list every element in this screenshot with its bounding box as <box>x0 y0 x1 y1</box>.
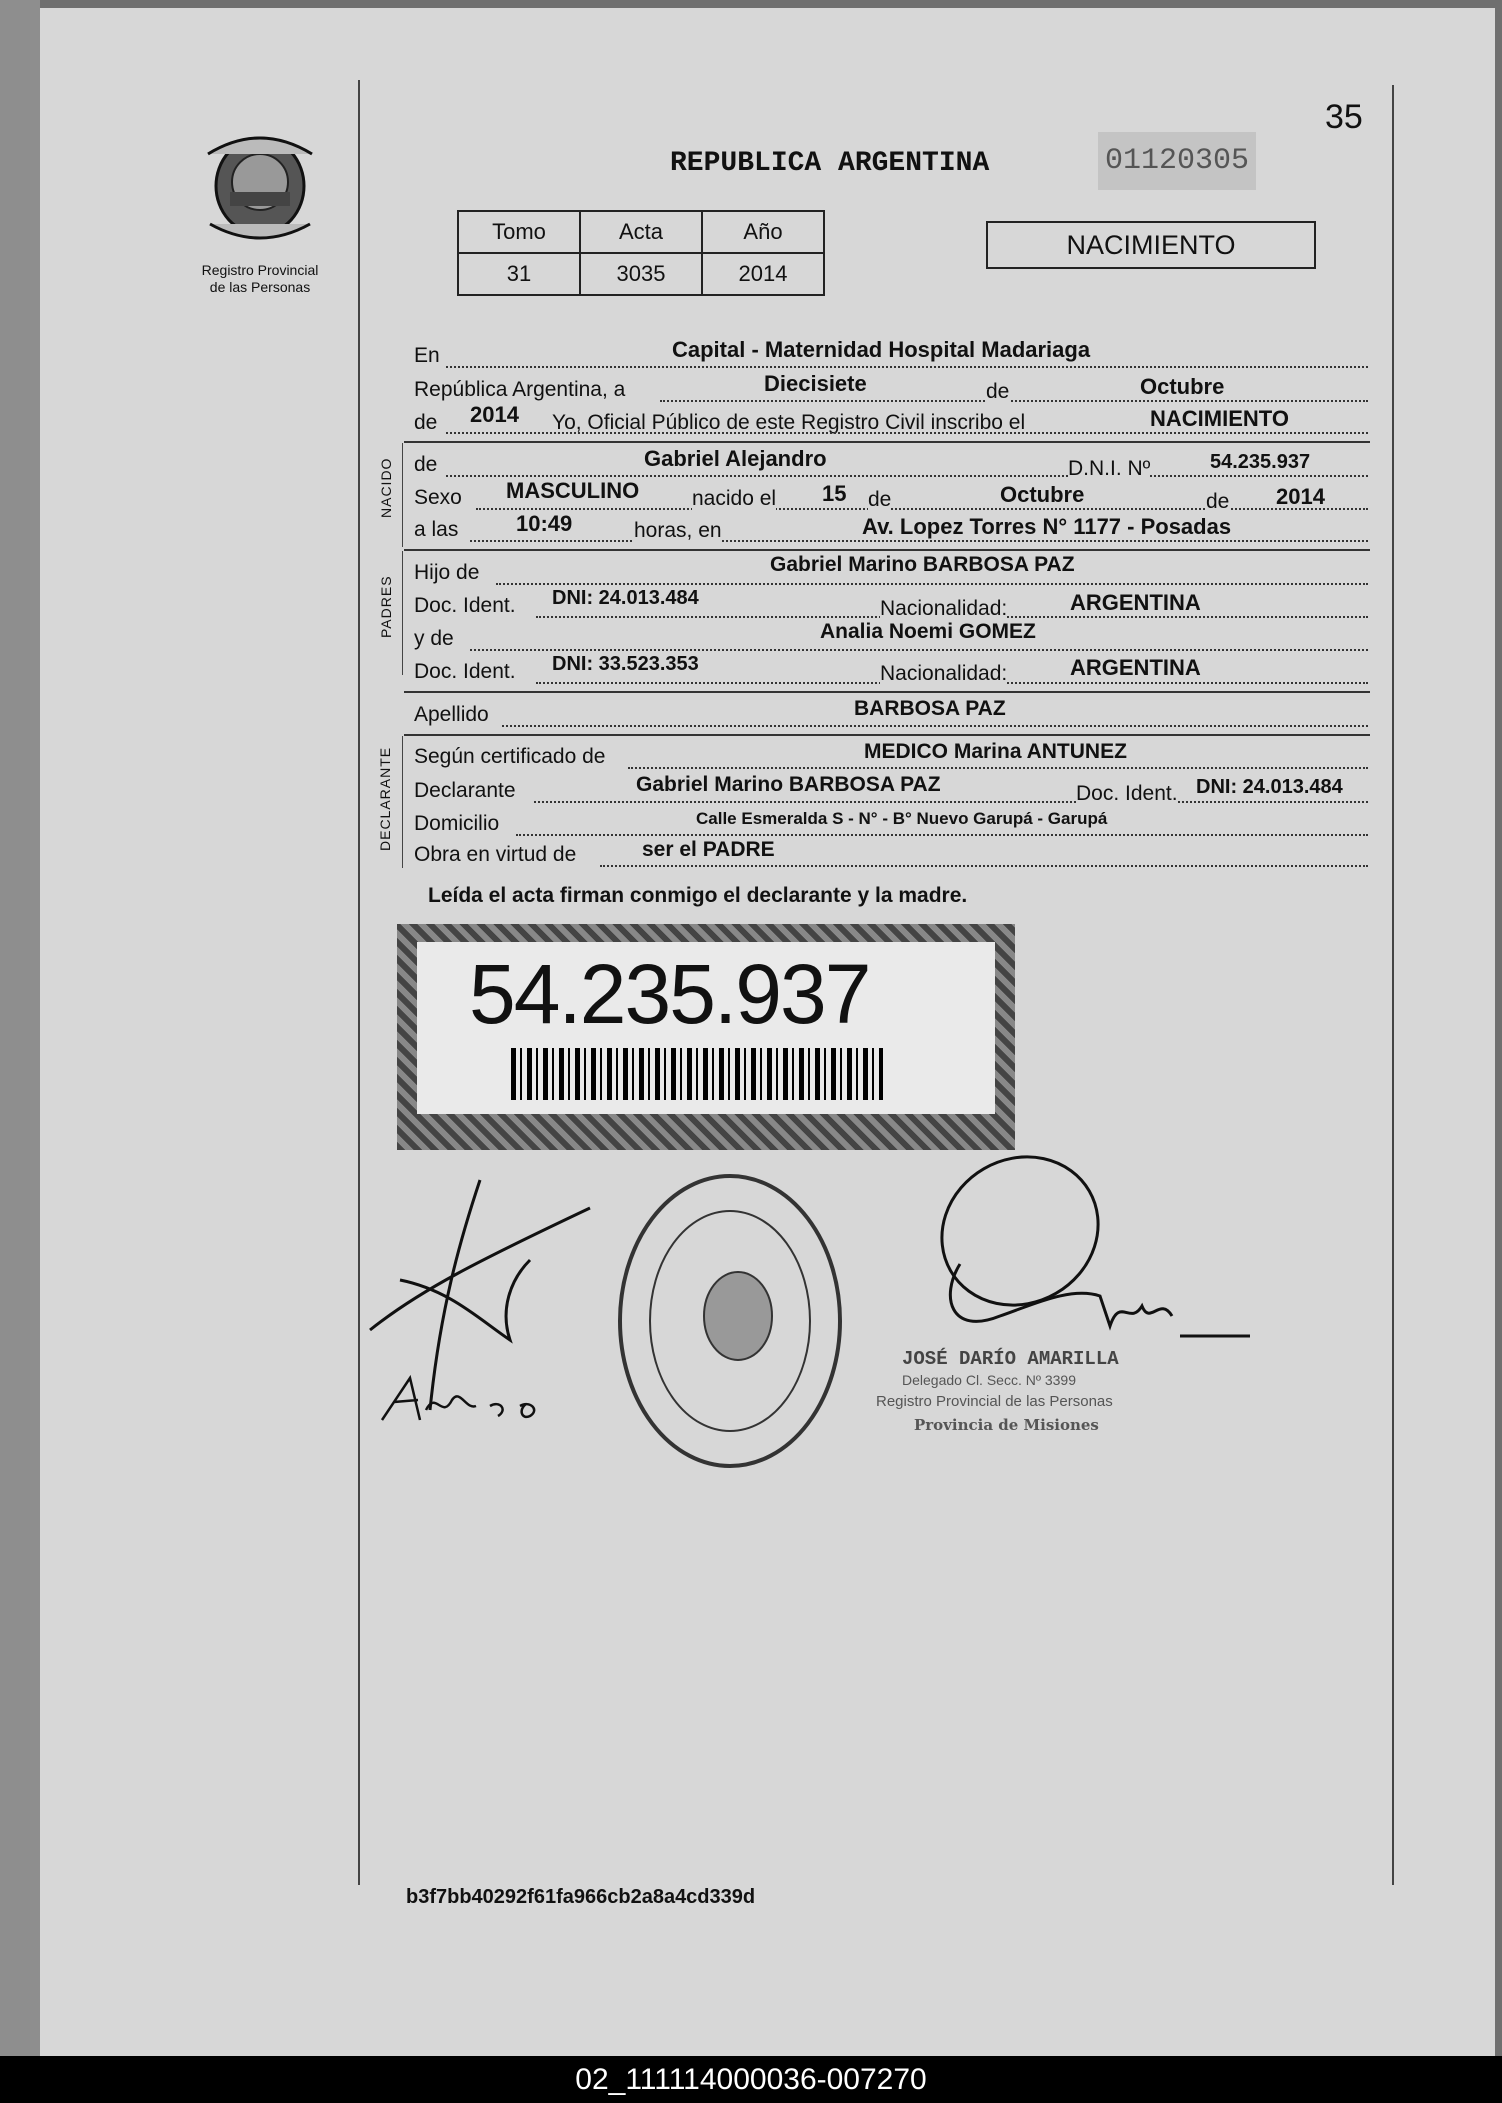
sexo-label: Sexo <box>414 486 462 509</box>
padres-section: PADRES <box>378 575 394 638</box>
closing-statement: Leída el acta firman conmigo el declarante y la madre. <box>428 884 968 907</box>
dni-label: D.N.I. Nº <box>1068 457 1151 480</box>
mother-signature <box>380 1370 560 1430</box>
section-line <box>402 736 403 868</box>
dots <box>534 801 1368 803</box>
de-label: de <box>414 453 438 476</box>
apellido-value: BARBOSA PAZ <box>854 697 1006 720</box>
official-registry: Registro Provincial de las Personas <box>876 1393 1113 1410</box>
dom-value: Calle Esmeralda S - N° - B° Nuevo Garupá - Garupá <box>696 809 1108 828</box>
id-label-frame <box>397 924 1015 1150</box>
yo-label: Yo, Oficial Público de este Registro Civil inscribo el <box>552 411 1026 434</box>
official-signature <box>880 1136 1260 1376</box>
sexo-value: MASCULINO <box>506 478 640 503</box>
doc-label: Doc. Ident. <box>414 594 516 617</box>
en-value: Capital - Maternidad Hospital Madariaga <box>672 337 1091 362</box>
dom-label: Domicilio <box>414 812 500 835</box>
month-word: Octubre <box>1140 374 1225 399</box>
dots <box>516 834 1368 836</box>
yde-label: y de <box>414 627 454 650</box>
dots <box>446 475 1368 477</box>
child-name: Gabriel Alejandro <box>644 446 827 471</box>
child-dni: 54.235.937 <box>1210 451 1311 473</box>
dots <box>446 432 1368 434</box>
id-label-inner <box>417 942 995 1114</box>
hijo-label: Hijo de <box>414 561 480 584</box>
barcode <box>511 1048 883 1100</box>
divider <box>404 691 1370 693</box>
father-name: Gabriel Marino BARBOSA PAZ <box>770 553 1075 576</box>
section-line <box>402 551 403 675</box>
official-name: JOSÉ DARÍO AMARILLA <box>902 1348 1119 1370</box>
decl-doc: DNI: 24.013.484 <box>1196 776 1343 798</box>
dots <box>628 767 1368 769</box>
official-province: Provincia de Misiones <box>914 1416 1099 1434</box>
rep-label: República Argentina, a <box>414 378 626 401</box>
de-label: de <box>868 488 892 511</box>
obra-label: Obra en virtud de <box>414 843 577 866</box>
decl-doc-label: Doc. Ident. <box>1076 782 1178 805</box>
province-logo <box>200 124 320 254</box>
year-word: 2014 <box>470 402 519 427</box>
father-doc: DNI: 24.013.484 <box>552 587 699 609</box>
country-title: REPUBLICA ARGENTINA <box>670 148 990 179</box>
birth-day: 15 <box>822 481 847 506</box>
birth-time: 10:49 <box>516 511 573 536</box>
td-ano: 2014 <box>702 253 824 295</box>
divider <box>404 441 1370 443</box>
mother-nat: ARGENTINA <box>1070 655 1201 680</box>
id-number: 54.235.937 <box>469 947 870 1041</box>
td-acta: 3035 <box>580 253 702 295</box>
birth-place: Av. Lopez Torres N° 1177 - Posadas <box>862 514 1232 539</box>
inscribo-value: NACIMIENTO <box>1150 406 1289 431</box>
birth-year: 2014 <box>1276 484 1325 509</box>
registry-line1: Registro Provincial <box>201 262 319 278</box>
document-hash: b3f7bb40292f61fa966cb2a8a4cd339d <box>406 1886 756 1908</box>
father-nat: ARGENTINA <box>1070 590 1201 615</box>
section-line <box>402 443 403 547</box>
official-role: Delegado Cl. Secc. Nº 3399 <box>902 1372 1076 1388</box>
left-margin-line <box>358 80 360 1885</box>
obra-value: ser el PADRE <box>642 838 775 861</box>
mother-name: Analia Noemi GOMEZ <box>820 620 1036 643</box>
nac-label: Nacionalidad: <box>880 597 1008 620</box>
de2-label: de <box>414 411 438 434</box>
act-type-box: NACIMIENTO <box>986 221 1316 269</box>
horas-label: horas, en <box>634 519 722 542</box>
de-label: de <box>1206 490 1230 513</box>
dots <box>600 865 1368 867</box>
divider <box>404 549 1370 551</box>
th-acta: Acta <box>580 211 702 253</box>
scan-id-bar: 02_111114000036-007270 <box>0 2056 1502 2103</box>
mother-doc: DNI: 33.523.353 <box>552 653 699 675</box>
th-ano: Año <box>702 211 824 253</box>
dots <box>446 366 1368 368</box>
dots <box>660 400 1368 402</box>
apellido-label: Apellido <box>414 703 489 726</box>
td-tomo: 31 <box>458 253 580 295</box>
registry-line2: de las Personas <box>209 279 311 295</box>
th-tomo: Tomo <box>458 211 580 253</box>
page-number: 35 <box>1325 98 1363 136</box>
cert-value: MEDICO Marina ANTUNEZ <box>864 740 1127 763</box>
de-label: de <box>986 380 1010 403</box>
divider <box>404 734 1370 736</box>
en-label: En <box>414 344 440 367</box>
alas-label: a las <box>414 518 459 541</box>
right-margin-line <box>1392 85 1394 1885</box>
nac-label: Nacionalidad: <box>880 662 1008 685</box>
dots <box>470 540 1368 542</box>
page-edge <box>0 0 40 2060</box>
decl-label: Declarante <box>414 779 516 802</box>
serial-number: 01120305 <box>1098 132 1256 190</box>
dots <box>476 508 1368 510</box>
decl-value: Gabriel Marino BARBOSA PAZ <box>636 773 941 796</box>
nacido-section: NACIDO <box>378 457 394 518</box>
declarante-section: DECLARANTE <box>377 746 393 851</box>
day-word: Diecisiete <box>764 371 867 396</box>
cert-label: Según certificado de <box>414 745 606 768</box>
dots <box>470 649 1368 651</box>
tomo-acta-table <box>457 210 825 296</box>
birth-month: Octubre <box>1000 482 1085 507</box>
nacido-label: nacido el <box>692 487 777 510</box>
doc-label: Doc. Ident. <box>414 660 516 683</box>
official-seal <box>610 1166 860 1476</box>
dots <box>496 583 1368 585</box>
dots <box>502 725 1368 727</box>
